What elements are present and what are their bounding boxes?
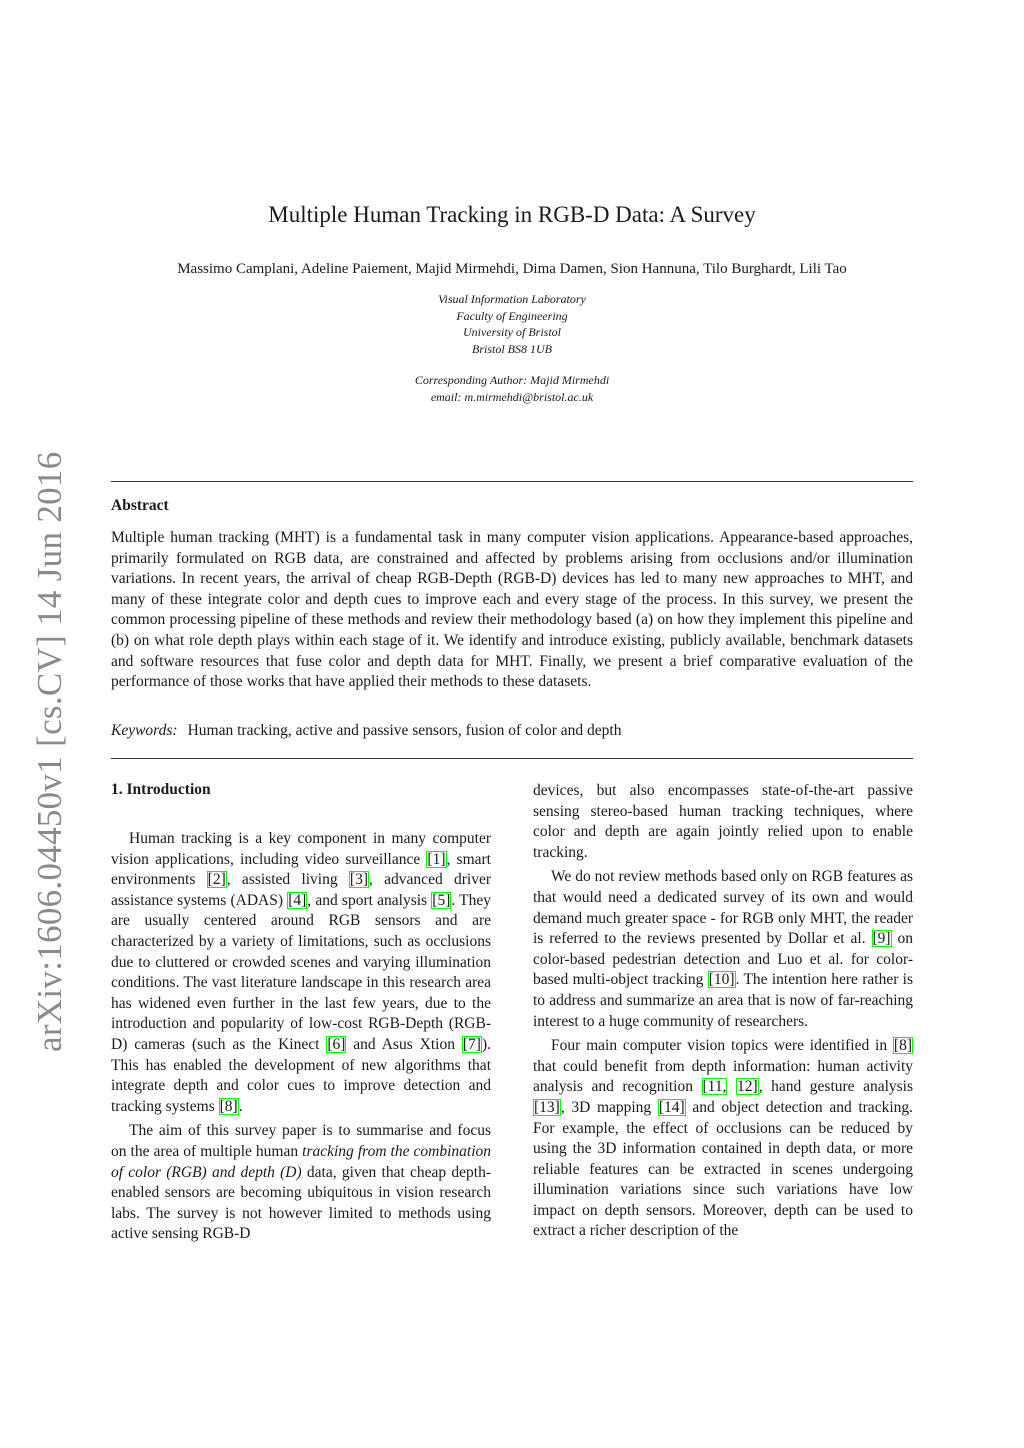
corresponding-author-name: Corresponding Author: Majid Mirmehdi — [414, 373, 610, 387]
right-column — [533, 781, 913, 1246]
bottom-rule — [111, 758, 913, 759]
affiliation-address: Bristol BS8 1UB — [472, 341, 552, 356]
citation-link[interactable]: 12] — [737, 1078, 758, 1096]
citation-link[interactable]: [3] — [349, 871, 368, 889]
author-list: Massimo Camplani, Adeline Paiement, Majid Mirmehdi, Dima Damen, Sion Hannuna, Tilo Burghardt, Lili Tao — [177, 261, 847, 277]
citation-link[interactable]: [6] — [327, 1035, 346, 1053]
keywords-text: Human tracking, active and passive sensors, fusion of color and depth — [187, 722, 622, 739]
citation-link[interactable]: [2] — [207, 871, 226, 889]
citation-link[interactable]: [10] — [708, 971, 735, 989]
paragraph: Four main computer vision topics were identified in [8] that could benefit from depth information: human activity analysis and recognition [11, 12], hand gesture analysis [13], 3D mapping [14] and object detection and tracking. For example, the effect of occlusions can be reduced by using the 3D information contained in depth data, or more reliable features can be extracted in scenes undergoing illumination variations since such variations have low impact on depth sensors. Moreover, depth can be used to extract a richer description of the — [533, 1037, 914, 1240]
paragraph: devices, but also encompasses state-of-the-art passive sensing stereo-based human tracking techniques, where color and depth are again jointly relied upon to enable tracking. — [533, 782, 913, 861]
paper-title: Multiple Human Tracking in RGB-D Data: A Survey — [268, 202, 756, 227]
paragraph: We do not review methods based only on RGB features as that would need a dedicated survey of its own and would demand much greater space - for RGB only MHT, the reader is referred to the reviews presented by Dollar et al. [9] on color-based pedestrian detection and Luo et al. for color-based multi-object tracking [10]. The intention here rather is to address and summarize an area that is now of far-reaching interest to a huge community of researchers. — [533, 868, 913, 1030]
top-rule — [111, 481, 913, 482]
affiliation-faculty: Faculty of Engineering — [456, 308, 568, 323]
citation-link[interactable]: [8] — [893, 1037, 912, 1055]
citation-link[interactable]: [1] — [427, 850, 446, 868]
affiliation-lab: Visual Information Laboratory — [438, 292, 586, 306]
abstract-text: Multiple human tracking (MHT) is a fundamental task in many computer vision applications. Appearance-based approaches, primarily formulated on RGB data, are constrained and affected by problems arising from occlusions and/or illumination variations. In recent years, the arrival of cheap RGB-Depth (RGB-D) devices has led to many new approaches to MHT, and many of these integrate color and depth cues to improve each and every stage of the process. In this survey, we present the common processing pipeline of these methods and review their methodology based (a) on how they implement this pipeline and (b) on what role depth plays within each stage of it. We identify and introduce existing, publicly available, benchmark datasets and software resources that fuse color and depth data for MHT. Finally, we present a brief comparative evaluation of the performance of those works that have applied their methods to these datasets. — [111, 529, 913, 691]
citation-link[interactable]: [11, — [702, 1078, 727, 1096]
keywords — [111, 722, 913, 740]
affiliation — [0, 291, 1024, 357]
citation-link[interactable]: [5] — [432, 891, 451, 909]
citation-link[interactable]: [13] — [534, 1098, 560, 1116]
section-heading-introduction: 1. Introduction — [111, 781, 211, 798]
paragraph: Human tracking is a key component in many computer vision applications, including video surveillance [1], smart environments [2], assisted living [3], advanced driver assistance systems (ADAS) [4], and sport analysis [5]. They are usually centered around RGB sensors and are characterized by a variety of limitations, such as occlusions due to cluttered or crowded scenes and varying illumination conditions. The vast literature landscape in this research area has widened even further in the last few years, due to the introduction and popularity of low-cost RGB-Depth (RGB-D) cameras (such as the Kinect [6] and Asus Xtion [7]). This has enabled the development of new algorithms that integrate depth and color cues to improve detection and tracking systems [8]. — [111, 830, 492, 1115]
affiliation-university: University of Bristol — [463, 325, 561, 339]
citation-link[interactable]: [8] — [219, 1097, 238, 1115]
paragraph: The aim of this survey paper is to summarise and focus on the area of multiple human tracking from the combination of color (RGB) and depth (D) data, given that cheap depth-enabled sensors are becoming ubiquitous in vision research labs. The survey is not however limited to methods using active sensing RGB-D — [111, 1122, 492, 1243]
corresponding-author-email: email: m.mirmehdi@bristol.ac.uk — [430, 389, 594, 404]
citation-link[interactable]: [14] — [658, 1098, 685, 1116]
citation-link[interactable]: [4] — [288, 891, 307, 909]
left-column — [111, 829, 491, 1249]
corresponding-author — [0, 372, 1024, 405]
arxiv-identifier: arXiv:1606.04450v1 [cs.CV] 14 Jun 2016 — [30, 451, 69, 1052]
citation-link[interactable]: [7] — [462, 1035, 481, 1053]
abstract-heading: Abstract — [111, 497, 169, 514]
citation-link[interactable]: [9] — [872, 930, 891, 948]
keywords-label: Keywords: — [111, 722, 178, 739]
